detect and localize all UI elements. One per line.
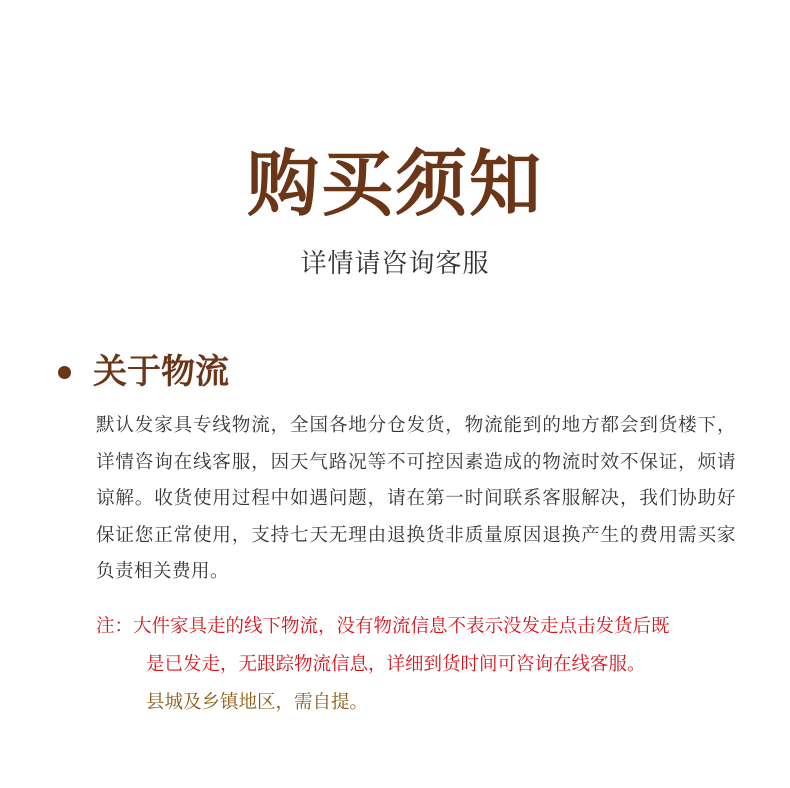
logistics-note <box>96 608 746 722</box>
logistics-section-heading <box>58 346 229 398</box>
note-line-2: 是已发走，无跟踪物流信息，详细到货时间可咨询在线客服。 <box>146 654 646 675</box>
page-title: 购买须知 <box>246 142 543 226</box>
logistics-body-paragraph: 默认发家具专线物流，全国各地分仓发货，物流能到的地方都会到货楼下，详情咨询在线客服，因天气路况等不可控因素造成的物流时效不保证，烦请谅解。收货使用过程中如遇问题，请在第一时间联系客服解决，我们协助好保证您正常使用，支持七天无理由退换货非质量原因退换产生的费用需买家负责相关费用。 <box>96 415 736 583</box>
page-subtitle: 详情请咨询客服 <box>300 249 490 279</box>
note-line-1: 注：大件家具走的线下物流，没有物流信息不表示没发走点击发货后既 <box>96 616 670 637</box>
bullet-dot-icon <box>58 366 71 379</box>
logistics-heading-text: 关于物流 <box>93 352 229 392</box>
note-line-3: 县城及乡镇地区，需自提。 <box>146 692 369 713</box>
